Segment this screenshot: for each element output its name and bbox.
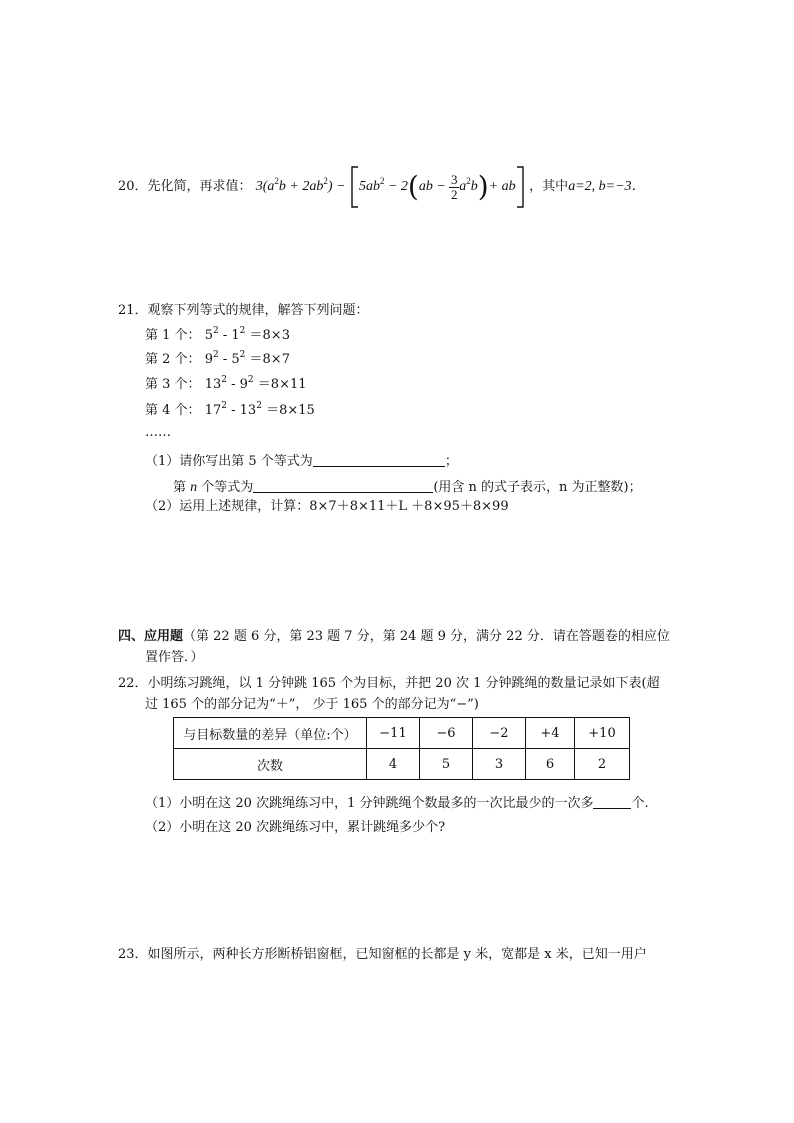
item-rhs: ＝8×3 bbox=[249, 328, 290, 343]
q20-expression: $3(a^2b + 2ab^2) - 5ab^2 - 2(ab$ − $\frac{3}{2}$ $a^2b)+$ ab bbox=[256, 179, 529, 194]
answer-blank-5th[interactable] bbox=[313, 452, 445, 467]
q21-item-2: 第 2 个： $9^2 - 5^2 =8\times 7$ bbox=[145, 350, 290, 367]
section4-desc-1: （第 22 题 6 分，第 23 题 7 分，第 24 题 9 分，满分 22 分．请在答题卷的相应位 bbox=[183, 629, 670, 644]
jump-rope-table bbox=[173, 717, 630, 780]
left-bracket-icon bbox=[349, 166, 359, 208]
item-a: 13 bbox=[204, 377, 222, 392]
item-label: 第 1 个： bbox=[145, 328, 201, 343]
q21-part2: （2）运用上述规律，计算：8×7＋8×11＋L ＋8×95＋8×99 bbox=[145, 499, 509, 514]
q21-intro-line bbox=[118, 302, 369, 320]
item-b: 1 bbox=[231, 328, 240, 343]
item-label: 第 2 个： bbox=[145, 352, 201, 367]
item-a: 5 bbox=[204, 328, 213, 343]
q23-number: 23． bbox=[118, 947, 148, 962]
q21-var-n: n bbox=[190, 480, 198, 495]
table-cell: −11 bbox=[367, 718, 420, 749]
q22-part1-end: 个. bbox=[631, 796, 649, 811]
q23-line bbox=[118, 946, 647, 964]
section4-line1 bbox=[118, 628, 670, 646]
fraction-three-halves: $\frac{3}{2}$ bbox=[451, 171, 458, 202]
item-label: 第 3 个： bbox=[145, 377, 201, 392]
item-b: 9 bbox=[239, 377, 248, 392]
q21-item-1: 第 1 个： $5^2 - 1^2 =8\times 3$ bbox=[145, 326, 290, 343]
item-a: 17 bbox=[204, 403, 222, 418]
q20-values: a=2, b=−3． bbox=[568, 179, 646, 195]
q20-prompt: 先化简，再求值： bbox=[147, 179, 252, 195]
q22-line2: 过 165 个的部分记为“＋”， 少于 165 个的部分记为“−”) bbox=[145, 697, 479, 712]
q21-part1-b bbox=[173, 478, 642, 497]
section4-desc-2: 置作答．） bbox=[145, 650, 204, 665]
q22-part1-text: （1）小明在这 20 次跳绳练习中，1 分钟跳绳个数最多的一次比最少的一次多 bbox=[145, 796, 594, 811]
q22-part1 bbox=[145, 794, 649, 813]
table-cell: 4 bbox=[367, 749, 420, 780]
item-label: 第 4 个： bbox=[145, 403, 201, 418]
table-header-diff: 与目标数量的差异（单位:个） bbox=[174, 718, 367, 749]
table-row-diff bbox=[174, 718, 630, 749]
table-header-count: 次数 bbox=[174, 749, 367, 780]
item-a: 9 bbox=[204, 352, 213, 367]
table-cell: 5 bbox=[420, 749, 473, 780]
table-cell: +10 bbox=[575, 718, 630, 749]
table-cell: 2 bbox=[575, 749, 630, 780]
q21-number: 21． bbox=[118, 303, 148, 318]
q20-line bbox=[118, 166, 646, 208]
q21-ellipsis: …… bbox=[145, 425, 171, 440]
item-rhs: ＝8×7 bbox=[249, 352, 290, 367]
q21-part1-b-pre: 第 bbox=[173, 480, 187, 495]
q22-part2: （2）小明在这 20 次跳绳练习中，累计跳绳多少个? bbox=[145, 820, 446, 835]
q21-item-3: 第 3 个： $13^2 - 9^2 =8\times 11$ bbox=[145, 375, 307, 392]
q21-item-4: 第 4 个： $17^2 - 13^2 =8\times 15$ bbox=[145, 401, 315, 418]
q21-part1-b-mid: 个等式为 bbox=[201, 480, 254, 495]
table-row-count bbox=[174, 749, 630, 780]
q23-text: 如图所示，两种长方形断桥铝窗框，已知窗框的长都是 y 米，宽都是 x 米，已知一用户 bbox=[147, 947, 647, 962]
table-cell: −2 bbox=[473, 718, 526, 749]
item-rhs: ＝8×15 bbox=[266, 403, 315, 418]
item-rhs: ＝8×11 bbox=[257, 377, 307, 392]
q21-part1-a-text: （1）请你写出第 5 个等式为 bbox=[145, 454, 313, 469]
q21-intro: 观察下列等式的规律，解答下列问题： bbox=[147, 303, 369, 318]
table-cell: 6 bbox=[526, 749, 575, 780]
table-cell: 3 bbox=[473, 749, 526, 780]
item-b: 5 bbox=[231, 352, 240, 367]
q20-number: 20． bbox=[118, 179, 148, 195]
q22-line1-text: 小明练习跳绳，以 1 分钟跳 165 个为目标，并把 20 次 1 分钟跳绳的数量记录如下表(超 bbox=[147, 676, 660, 691]
table-cell: −6 bbox=[420, 718, 473, 749]
q20-tail: ，其中 bbox=[529, 179, 569, 195]
answer-blank-q22[interactable] bbox=[593, 794, 631, 809]
answer-blank-nth[interactable] bbox=[253, 478, 433, 493]
item-b: 13 bbox=[239, 403, 257, 418]
q22-line1 bbox=[118, 675, 660, 693]
q22-number: 22． bbox=[118, 676, 148, 691]
right-bracket-icon bbox=[516, 166, 526, 208]
q21-part1-a bbox=[145, 452, 458, 471]
q21-part1-a-end: ； bbox=[444, 454, 458, 469]
table-cell: +4 bbox=[526, 718, 575, 749]
section4-heading: 四、应用题 bbox=[118, 629, 184, 644]
q21-part1-b-end: (用含 n 的式子表示，n 为正整数)； bbox=[433, 480, 642, 495]
